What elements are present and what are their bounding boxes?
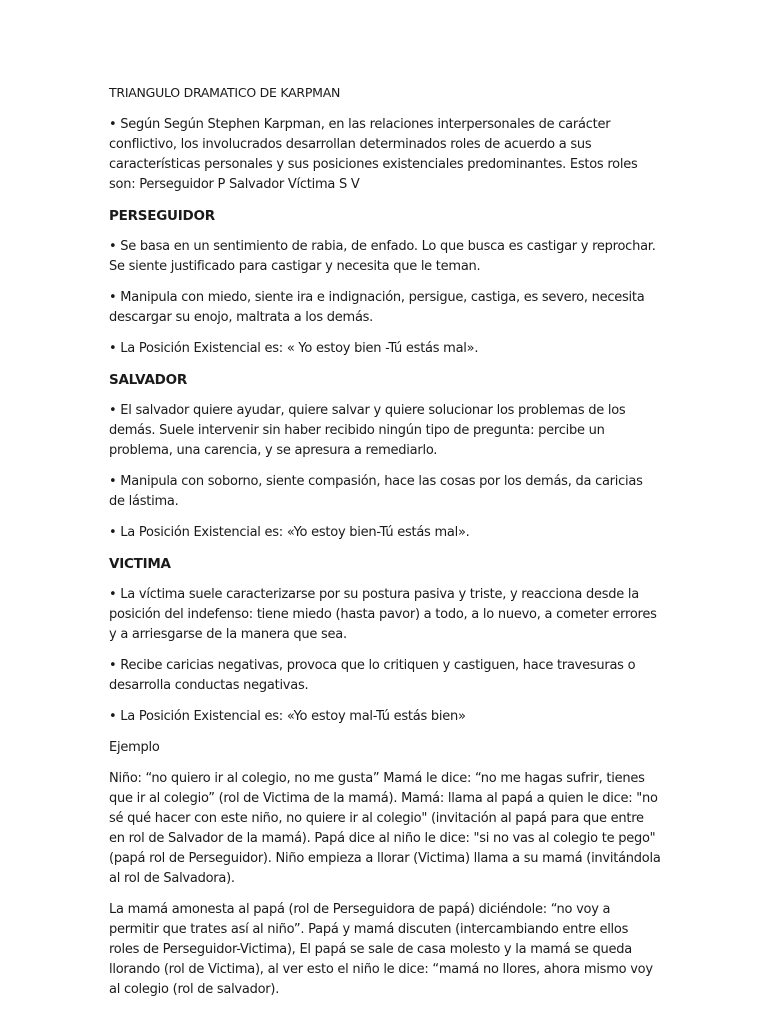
salvador-bullet: • La Posición Existencial es: «Yo estoy bien-Tú estás mal». bbox=[109, 525, 470, 540]
perseguidor-bullet: • Se basa en un sentimiento de rabia, de enfado. Lo que busca es castigar y reprochar. Se siente justificado para castigar y necesita que le teman. bbox=[109, 239, 656, 274]
document-body bbox=[109, 83, 661, 1011]
example-paragraph: Niño: “no quiero ir al colegio, no me gusta” Mamá le dice: “no me hagas sufrir, tienes que ir al colegio” (rol de Victima de la mamá). Mamá: llama al papá a quien le dice: "no sé qué hacer con este niño, no quiere ir al colegio" (invitación al papá para que entre en rol de Salvador de la mamá). Papá dice al niño le dice: "si no vas al colegio te pego" (papá rol de Perseguidor). Niño empieza a llorar (Victima) llama a su mamá (invitándola al rol de Salvadora). bbox=[109, 771, 661, 886]
example-label: Ejemplo bbox=[109, 740, 160, 755]
salvador-bullet: • El salvador quiere ayudar, quiere salvar y quiere solucionar los problemas de los demás. Suele intervenir sin haber recibido ningún tipo de pregunta: percibe un problema, una carencia, y se apresura a remediarlo. bbox=[109, 403, 626, 458]
example-paragraph: La mamá amonesta al papá (rol de Perseguidora de papá) diciéndole: “no voy a permitir que trates así al niño”. Papá y mamá discuten (intercambiando entre ellos roles de Perseguidor-Victima), El papá se sale de casa molesto y la mamá se queda llorando (rol de Victima), al ver esto el niño le dice: “mamá no llores, ahora mismo voy al colegio (rol de salvador). bbox=[109, 902, 653, 997]
victima-bullet: • La Posición Existencial es: «Yo estoy mal-Tú estás bien» bbox=[109, 709, 466, 724]
section-heading-victima: VICTIMA bbox=[109, 556, 171, 572]
victima-bullet: • Recibe caricias negativas, provoca que lo critiquen y castiguen, hace travesuras o desarrolla conductas negativas. bbox=[109, 658, 636, 693]
section-heading-salvador: SALVADOR bbox=[109, 372, 187, 388]
victima-bullet: • La víctima suele caracterizarse por su postura pasiva y triste, y reacciona desde la posición del indefenso: tiene miedo (hasta pavor) a todo, a lo nuevo, a cometer errores y a arriesgarse de la manera que sea. bbox=[109, 587, 657, 642]
document-title: TRIANGULO DRAMATICO DE KARPMAN bbox=[109, 85, 341, 100]
section-heading-perseguidor: PERSEGUIDOR bbox=[109, 208, 215, 224]
intro-paragraph: • Según Según Stephen Karpman, en las relaciones interpersonales de carácter conflictivo, los involucrados desarrollan determinados roles de acuerdo a sus características personales y sus posiciones existenciales predominantes. Estos roles son: Perseguidor P Salvador Víctima S V bbox=[109, 117, 638, 192]
perseguidor-bullet: • Manipula con miedo, siente ira e indignación, persigue, castiga, es severo, necesita descargar su enojo, maltrata a los demás. bbox=[109, 290, 645, 325]
perseguidor-bullet: • La Posición Existencial es: « Yo estoy bien -Tú estás mal». bbox=[109, 341, 479, 356]
salvador-bullet: • Manipula con soborno, siente compasión, hace las cosas por los demás, da caricias de lástima. bbox=[109, 474, 643, 509]
